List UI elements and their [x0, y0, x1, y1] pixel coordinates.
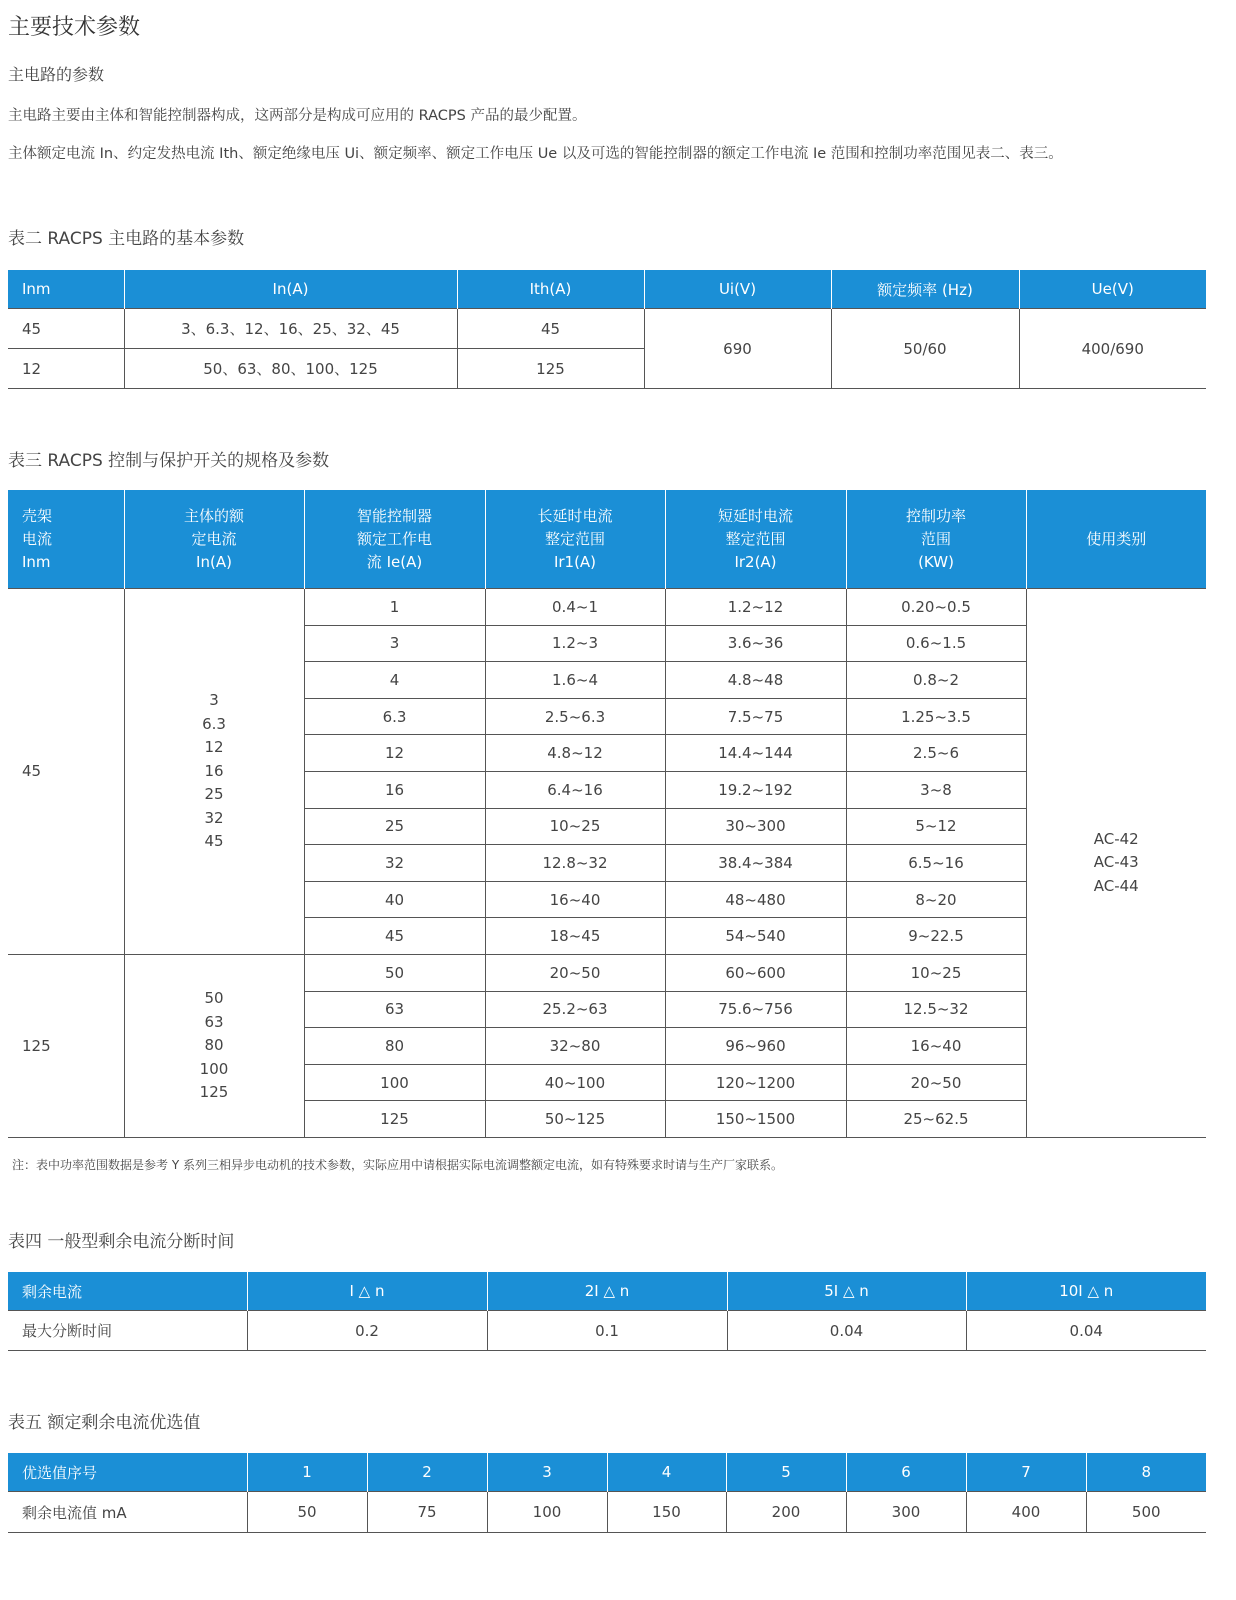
ie-cell: 25	[304, 808, 485, 845]
in-value: 25	[204, 785, 224, 804]
table-row	[8, 1492, 1206, 1533]
ie-cell: 63	[304, 991, 485, 1028]
header-line: 长延时电流	[537, 506, 613, 525]
table2-header-inm: Inm	[8, 270, 124, 309]
ir2-cell: 4.8~48	[665, 662, 846, 699]
ir1-cell: 10~25	[485, 808, 665, 845]
table5-header-num: 2	[367, 1453, 487, 1492]
category-value: AC-42	[1093, 829, 1139, 848]
header-line: 控制功率	[905, 506, 966, 525]
ir2-cell: 7.5~75	[665, 698, 846, 735]
table3-header-frame-current	[8, 490, 124, 589]
table4-header-row	[8, 1272, 1206, 1311]
table3-header-category	[1026, 490, 1206, 589]
table2-in-cell: 50、63、80、100、125	[124, 349, 457, 389]
ir2-cell: 3.6~36	[665, 625, 846, 662]
table5-header-num: 7	[966, 1453, 1086, 1492]
table5-row-label: 剩余电流值 mA	[8, 1492, 247, 1533]
ie-cell: 1	[304, 589, 485, 626]
table-row	[8, 309, 1206, 349]
ir2-cell: 96~960	[665, 1028, 846, 1065]
ir1-cell: 6.4~16	[485, 771, 665, 808]
table3-header-short-delay	[665, 490, 846, 589]
table4-value: 0.04	[727, 1311, 966, 1351]
table5-header-label: 优选值序号	[8, 1453, 247, 1492]
table-row	[8, 589, 1206, 626]
kw-cell: 6.5~16	[846, 845, 1026, 882]
table5-preferred-values	[8, 1453, 1206, 1533]
table2-main-circuit-params	[8, 270, 1206, 389]
kw-cell: 12.5~32	[846, 991, 1026, 1028]
header-line: 使用类别	[1086, 529, 1147, 548]
in-value: 125	[199, 1083, 229, 1102]
table2-header-row	[8, 270, 1206, 309]
in-value: 50	[204, 989, 224, 1008]
ie-cell: 32	[304, 845, 485, 882]
table2-header-ue: Ue(V)	[1019, 270, 1206, 309]
kw-cell: 20~50	[846, 1064, 1026, 1101]
table3-in-group1	[124, 589, 304, 955]
header-line: 短延时电流	[717, 506, 793, 525]
table4-header-label: 剩余电流	[8, 1272, 247, 1311]
table5-value: 50	[247, 1492, 367, 1533]
ir1-cell: 32~80	[485, 1028, 665, 1065]
header-line: 定电流	[191, 529, 237, 548]
section-subtitle: 主电路的参数	[8, 65, 105, 84]
kw-cell: 0.20~0.5	[846, 589, 1026, 626]
in-value: 3	[209, 691, 219, 710]
ir1-cell: 1.6~4	[485, 662, 665, 699]
ir2-cell: 38.4~384	[665, 845, 846, 882]
table3-header-long-delay	[485, 490, 665, 589]
header-line: 整定范围	[544, 529, 605, 548]
table4-value: 0.04	[966, 1311, 1206, 1351]
table5-header-num: 1	[247, 1453, 367, 1492]
in-value: 63	[204, 1012, 224, 1031]
ie-cell: 125	[304, 1101, 485, 1138]
table5-header-num: 5	[726, 1453, 846, 1492]
table2-header-ui: Ui(V)	[644, 270, 831, 309]
kw-cell: 9~22.5	[846, 918, 1026, 955]
ir1-cell: 12.8~32	[485, 845, 665, 882]
ie-cell: 3	[304, 625, 485, 662]
table2-ith-cell: 45	[457, 309, 644, 349]
table5-value: 400	[966, 1492, 1086, 1533]
header-line: (KW)	[918, 552, 954, 571]
table3-footnote: 注：表中功率范围数据是参考 Y 系列三相异步电动机的技术参数，实际应用中请根据实际电流调整额定电流，如有特殊要求时请与生产厂家联系。	[12, 1158, 783, 1172]
table3-category-cell	[1026, 589, 1206, 1138]
kw-cell: 16~40	[846, 1028, 1026, 1065]
ir2-cell: 1.2~12	[665, 589, 846, 626]
kw-cell: 2.5~6	[846, 735, 1026, 772]
table4-caption: 表四 一般型剩余电流分断时间	[8, 1232, 235, 1252]
kw-cell: 25~62.5	[846, 1101, 1026, 1138]
table3-inm-125: 125	[8, 954, 124, 1137]
table5-header-num: 6	[846, 1453, 966, 1492]
ir1-cell: 2.5~6.3	[485, 698, 665, 735]
table3-caption: 表三 RACPS 控制与保护开关的规格及参数	[8, 451, 330, 471]
header-line: 流 Ie(A)	[366, 552, 423, 571]
table5-header-row	[8, 1453, 1206, 1492]
ir1-cell: 25.2~63	[485, 991, 665, 1028]
category-value: AC-44	[1093, 876, 1139, 895]
ir1-cell: 50~125	[485, 1101, 665, 1138]
table2-inm-cell: 45	[8, 309, 124, 349]
table5-value: 150	[607, 1492, 726, 1533]
table4-header-1x: I △ n	[247, 1272, 487, 1311]
ir1-cell: 16~40	[485, 881, 665, 918]
in-value: 6.3	[202, 714, 226, 733]
page-title: 主要技术参数	[8, 15, 141, 40]
in-value: 12	[204, 738, 224, 757]
in-value: 45	[204, 832, 224, 851]
table4-break-time	[8, 1272, 1206, 1351]
ir2-cell: 60~600	[665, 954, 846, 991]
in-value: 32	[204, 808, 224, 827]
header-line: 整定范围	[725, 529, 786, 548]
table5-header-num: 3	[487, 1453, 607, 1492]
table2-ue-cell: 400/690	[1019, 309, 1206, 389]
table2-header-freq: 额定频率 (Hz)	[831, 270, 1019, 309]
table-row	[8, 1311, 1206, 1351]
table2-ui-cell: 690	[644, 309, 831, 389]
table3-header-controller-current	[304, 490, 485, 589]
header-line: Ir2(A)	[734, 552, 777, 571]
in-value: 80	[204, 1036, 224, 1055]
table3-header-power	[846, 490, 1026, 589]
header-line: Inm	[22, 552, 51, 571]
kw-cell: 3~8	[846, 771, 1026, 808]
ie-cell: 80	[304, 1028, 485, 1065]
table5-value: 200	[726, 1492, 846, 1533]
table3-spec-params	[8, 490, 1206, 1138]
ir1-cell: 40~100	[485, 1064, 665, 1101]
table2-caption: 表二 RACPS 主电路的基本参数	[8, 229, 245, 249]
table2-ith-cell: 125	[457, 349, 644, 389]
header-line: 主体的额	[183, 506, 244, 525]
table4-header-5x: 5I △ n	[727, 1272, 966, 1311]
table2-inm-cell: 12	[8, 349, 124, 389]
table2-header-ith: Ith(A)	[457, 270, 644, 309]
ie-cell: 40	[304, 881, 485, 918]
kw-cell: 10~25	[846, 954, 1026, 991]
ie-cell: 100	[304, 1064, 485, 1101]
ie-cell: 45	[304, 918, 485, 955]
header-line: In(A)	[196, 552, 232, 571]
category-value: AC-43	[1093, 853, 1139, 872]
ir2-cell: 48~480	[665, 881, 846, 918]
intro-paragraph-2: 主体额定电流 In、约定发热电流 Ith、额定绝缘电压 Ui、额定频率、额定工作电压 Ue 以及可选的智能控制器的额定工作电流 Ie 范围和控制功率范围见表二、表三。	[8, 146, 1063, 162]
kw-cell: 8~20	[846, 881, 1026, 918]
ie-cell: 6.3	[304, 698, 485, 735]
header-line: 智能控制器	[356, 506, 432, 525]
ie-cell: 12	[304, 735, 485, 772]
kw-cell: 1.25~3.5	[846, 698, 1026, 735]
table4-row-label: 最大分断时间	[8, 1311, 247, 1351]
ir1-cell: 4.8~12	[485, 735, 665, 772]
kw-cell: 0.8~2	[846, 662, 1026, 699]
table5-value: 500	[1086, 1492, 1206, 1533]
ir2-cell: 120~1200	[665, 1064, 846, 1101]
table5-header-num: 4	[607, 1453, 726, 1492]
ir1-cell: 1.2~3	[485, 625, 665, 662]
table5-value: 300	[846, 1492, 966, 1533]
ie-cell: 50	[304, 954, 485, 991]
ir1-cell: 0.4~1	[485, 589, 665, 626]
ir2-cell: 54~540	[665, 918, 846, 955]
table4-header-10x: 10I △ n	[966, 1272, 1206, 1311]
table3-in-group2	[124, 954, 304, 1137]
table2-freq-cell: 50/60	[831, 309, 1019, 389]
kw-cell: 0.6~1.5	[846, 625, 1026, 662]
table3-inm-45: 45	[8, 589, 124, 955]
ir1-cell: 20~50	[485, 954, 665, 991]
header-line: 壳架	[22, 506, 53, 525]
table5-value: 75	[367, 1492, 487, 1533]
table2-header-in: In(A)	[124, 270, 457, 309]
table2-in-cell: 3、6.3、12、16、25、32、45	[124, 309, 457, 349]
ir1-cell: 18~45	[485, 918, 665, 955]
ir2-cell: 14.4~144	[665, 735, 846, 772]
in-value: 16	[204, 761, 224, 780]
table4-value: 0.2	[247, 1311, 487, 1351]
ie-cell: 4	[304, 662, 485, 699]
kw-cell: 5~12	[846, 808, 1026, 845]
in-value: 100	[199, 1059, 229, 1078]
intro-paragraph-1: 主电路主要由主体和智能控制器构成，这两部分是构成可应用的 RACPS 产品的最少配置。	[8, 108, 587, 124]
header-line: 范围	[920, 529, 951, 548]
ir2-cell: 30~300	[665, 808, 846, 845]
table5-value: 100	[487, 1492, 607, 1533]
ie-cell: 16	[304, 771, 485, 808]
table3-header-row	[8, 490, 1206, 589]
table5-caption: 表五 额定剩余电流优选值	[8, 1413, 201, 1433]
ir2-cell: 19.2~192	[665, 771, 846, 808]
ir2-cell: 150~1500	[665, 1101, 846, 1138]
table4-value: 0.1	[487, 1311, 727, 1351]
table4-header-2x: 2I △ n	[487, 1272, 727, 1311]
header-line: 电流	[22, 529, 53, 548]
header-line: Ir1(A)	[553, 552, 597, 571]
header-line: 额定工作电	[356, 529, 432, 548]
table3-header-rated-current	[124, 490, 304, 589]
table5-header-num: 8	[1086, 1453, 1206, 1492]
ir2-cell: 75.6~756	[665, 991, 846, 1028]
